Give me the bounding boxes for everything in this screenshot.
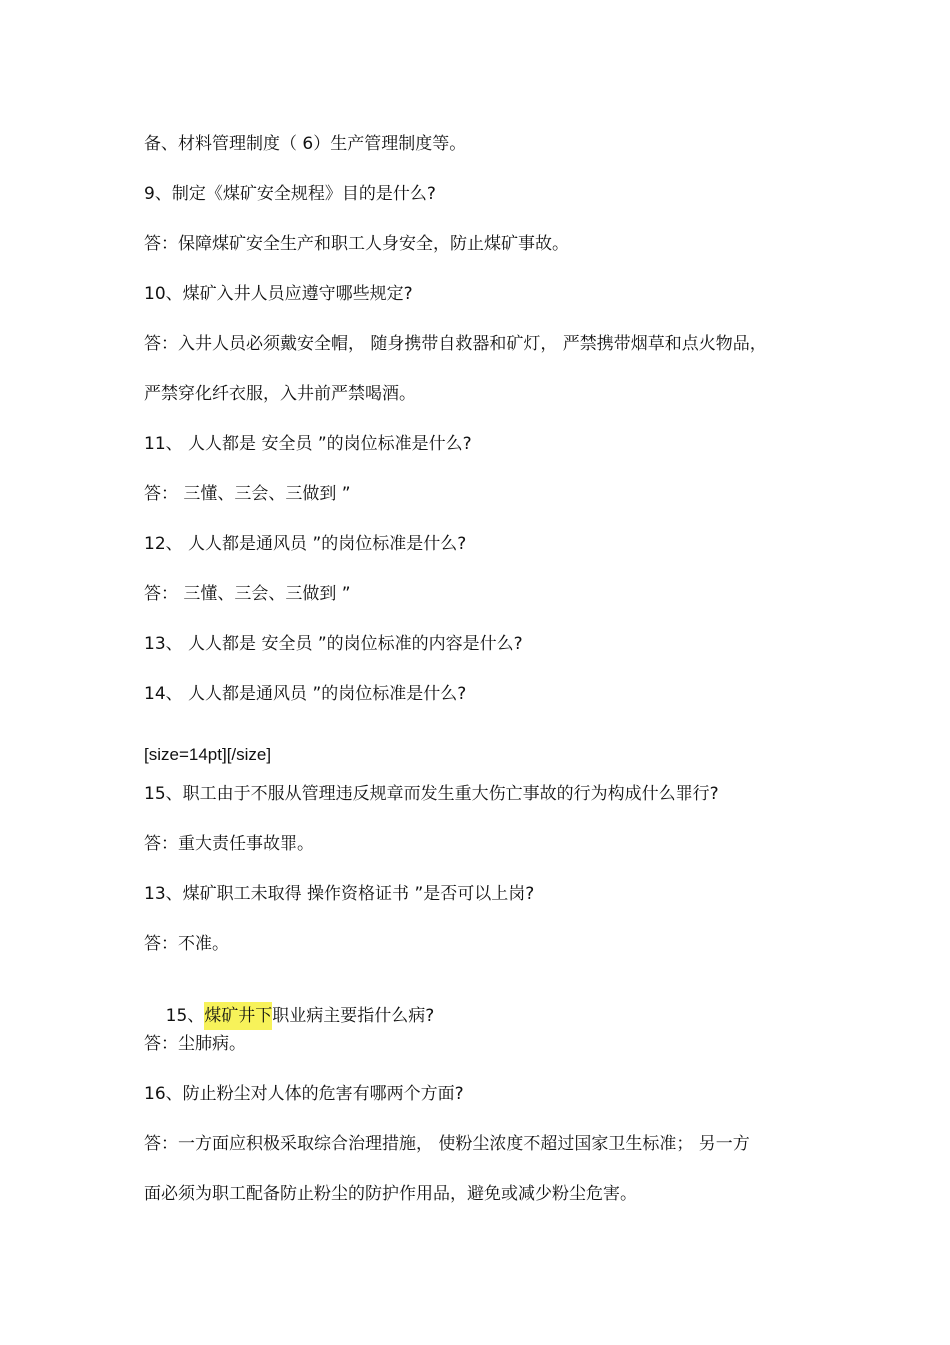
question-line: 10、煤矿入井人员应遵守哪些规定? [144,284,413,304]
answer-line-continued: 严禁穿化纤衣服，入井前严禁喝酒。 [144,384,416,404]
answer-line: 答： 三懂、三会、三做到 ” [144,584,351,604]
answer-line: 答：入井人员必须戴安全帽， 随身携带自救器和矿灯， 严禁携带烟草和点火物品， [144,334,767,354]
question-line: 12、 人人都是通风员 ”的岗位标准是什么? [144,534,467,554]
answer-line: 答：尘肺病。 [144,1034,246,1054]
question-line: 13、煤矿职工未取得 操作资格证书 ”是否可以上岗? [144,884,535,904]
bbcode-markup-line: [size=14pt][/size] [144,745,272,764]
question-line: 13、 人人都是 安全员 ”的岗位标准的内容是什么? [144,634,523,654]
question-line: 14、 人人都是通风员 ”的岗位标准是什么? [144,684,467,704]
question-line: 11、 人人都是 安全员 ”的岗位标准是什么? [144,434,472,454]
answer-line: 答：重大责任事故罪。 [144,834,314,854]
question-line: 15、职工由于不服从管理违反规章而发生重大伤亡事故的行为构成什么罪行? [144,784,719,804]
answer-line: 答：保障煤矿安全生产和职工人身安全，防止煤矿事故。 [144,234,569,254]
answer-line: 答： 三懂、三会、三做到 ” [144,484,351,504]
question-line: 9、制定《煤矿安全规程》目的是什么? [144,184,436,204]
question-line: 16、防止粉尘对人体的危害有哪两个方面? [144,1084,464,1104]
answer-line: 答：不准。 [144,934,229,954]
answer-line: 答：一方面应积极采取综合治理措施， 使粉尘浓度不超过国家卫生标准； 另一方 [144,1134,750,1154]
highlighted-text: 煤矿井下 [204,1002,272,1030]
question-text: 职业病主要指什么病? [272,1006,435,1026]
text-line: 备、材料管理制度（ 6）生产管理制度等。 [144,134,467,154]
answer-line-continued: 面必须为职工配备防止粉尘的防护作用品，避免或减少粉尘危害。 [144,1184,637,1204]
question-number: 15、 [165,1006,205,1026]
